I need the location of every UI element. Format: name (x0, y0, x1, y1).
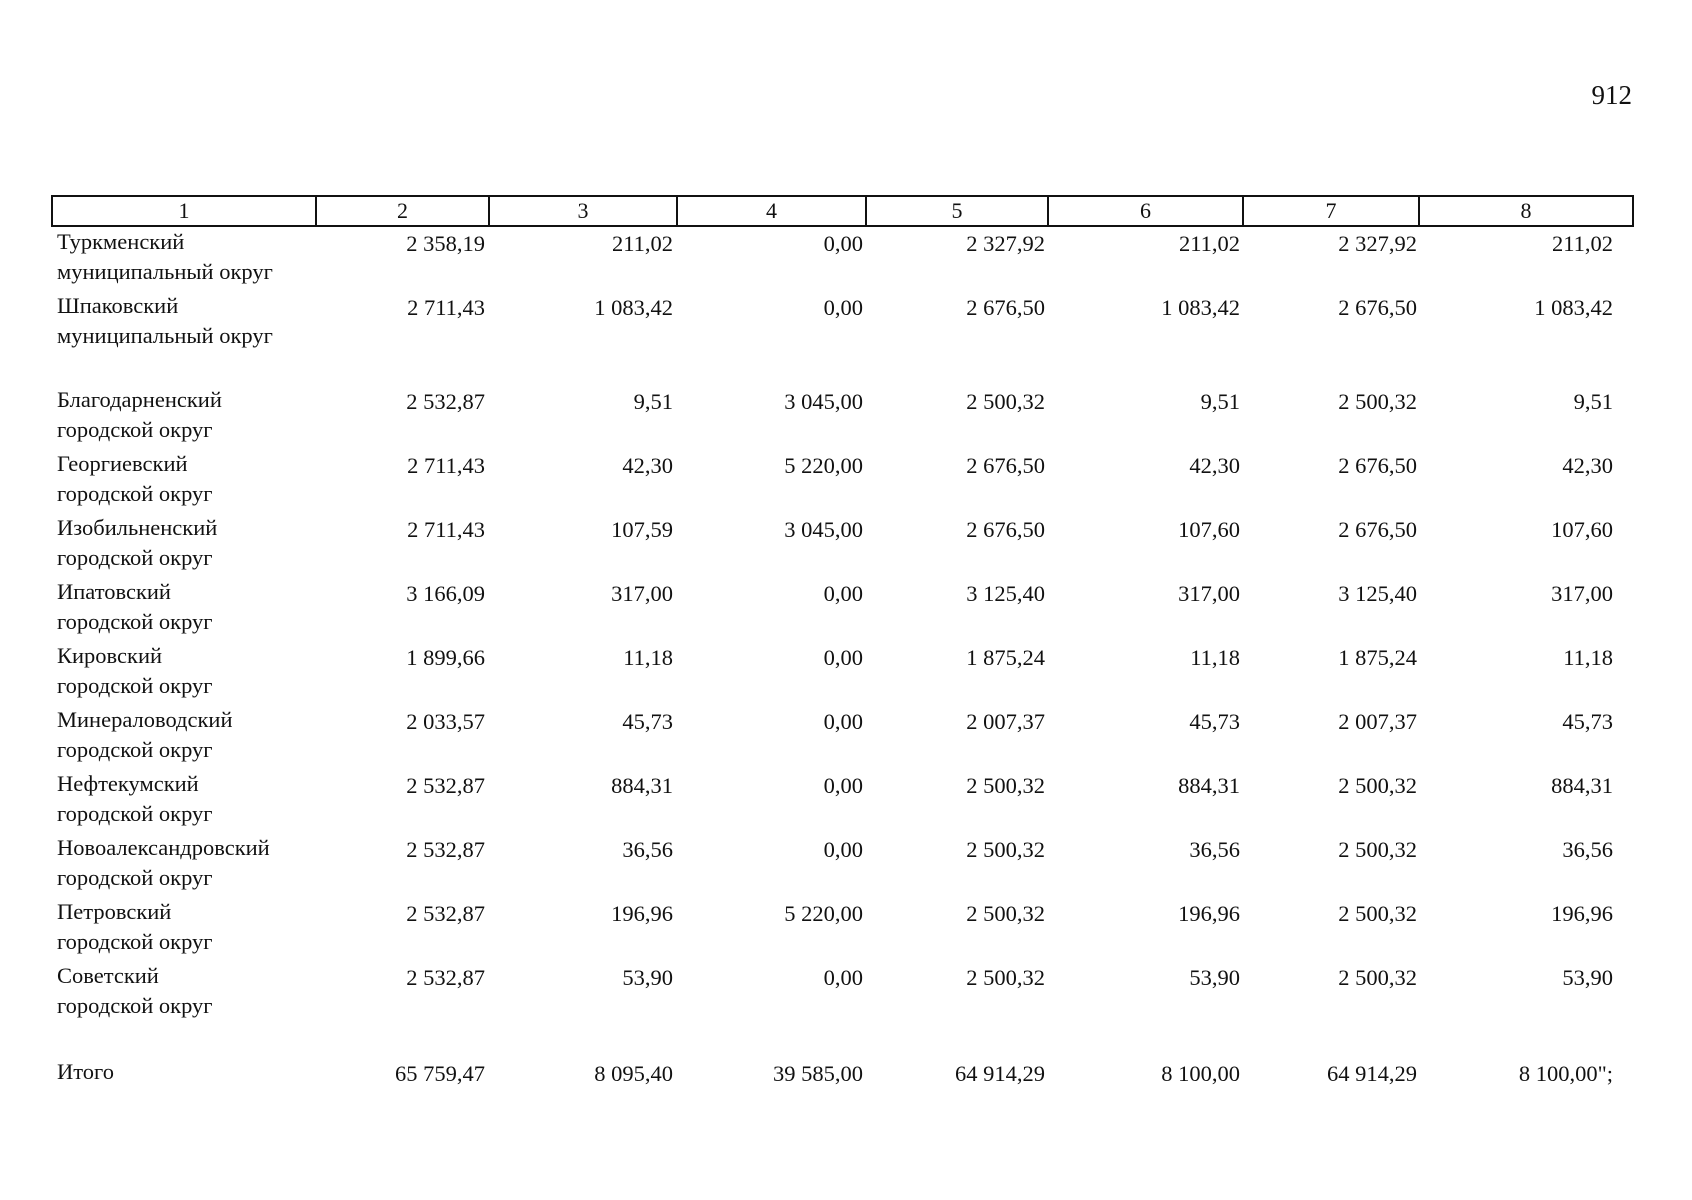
column-header-6: 6 (1048, 196, 1243, 226)
total-value-cell: 8 100,00 (1161, 1061, 1240, 1086)
value-cell: 53,90 (622, 965, 673, 990)
table-row (52, 577, 1633, 641)
value-cell: 36,56 (622, 837, 673, 862)
value-cell: 2 500,32 (1338, 965, 1417, 990)
value-cell: 196,96 (611, 901, 673, 926)
value-cell: 36,56 (1189, 837, 1240, 862)
value-cell: 9,51 (633, 389, 673, 414)
district-name-cell (52, 769, 316, 833)
total-value-cell: 8 100,00"; (1518, 1061, 1613, 1086)
total-value-cell: 8 095,40 (594, 1061, 673, 1086)
value-cell: 2 676,50 (966, 517, 1045, 542)
table-row (52, 291, 1633, 385)
table-body (52, 226, 1633, 1099)
value-cell: 9,51 (1573, 389, 1613, 414)
total-value-cell: 64 914,29 (1327, 1061, 1417, 1086)
value-cell: 211,02 (611, 231, 673, 256)
district-name-cell (52, 226, 316, 291)
district-type: муниципальный округ (57, 259, 273, 284)
district-name-cell (52, 705, 316, 769)
value-cell: 884,31 (1551, 773, 1613, 798)
district-type: муниципальный округ (57, 323, 273, 348)
value-cell: 1 875,24 (1338, 645, 1417, 670)
value-cell: 2 500,32 (966, 837, 1045, 862)
column-number-header-row (52, 196, 1633, 226)
value-cell: 3 045,00 (784, 517, 863, 542)
value-cell: 1 875,24 (966, 645, 1045, 670)
column-header-5: 5 (866, 196, 1048, 226)
district-type: городской округ (57, 993, 213, 1018)
value-cell: 2 033,57 (406, 709, 485, 734)
value-cell: 107,60 (1551, 517, 1613, 542)
value-cell: 0,00 (823, 645, 863, 670)
value-cell: 2 500,32 (1338, 773, 1417, 798)
value-cell: 1 899,66 (406, 645, 485, 670)
value-cell: 0,00 (823, 709, 863, 734)
district-name: Ипатовский (57, 579, 171, 604)
district-name: Кировский (57, 643, 163, 668)
value-cell: 0,00 (823, 581, 863, 606)
value-cell: 107,59 (611, 517, 673, 542)
value-cell: 11,18 (1563, 645, 1613, 670)
value-cell: 42,30 (1562, 453, 1613, 478)
district-type: городской округ (57, 417, 213, 442)
value-cell: 2 676,50 (1338, 453, 1417, 478)
value-cell: 2 007,37 (966, 709, 1045, 734)
value-cell: 36,56 (1562, 837, 1613, 862)
value-cell: 53,90 (1189, 965, 1240, 990)
value-cell: 196,96 (1551, 901, 1613, 926)
table-row (52, 385, 1633, 449)
district-type: городской округ (57, 609, 213, 634)
value-cell: 3 125,40 (966, 581, 1045, 606)
table-row (52, 641, 1633, 705)
value-cell: 0,00 (823, 837, 863, 862)
value-cell: 2 500,32 (966, 389, 1045, 414)
value-cell: 11,18 (1190, 645, 1240, 670)
district-name: Туркменский (57, 229, 185, 254)
column-header-2: 2 (316, 196, 489, 226)
value-cell: 45,73 (622, 709, 673, 734)
value-cell: 884,31 (1178, 773, 1240, 798)
value-cell: 3 045,00 (784, 389, 863, 414)
value-cell: 5 220,00 (784, 901, 863, 926)
total-value-cell: 39 585,00 (773, 1061, 863, 1086)
value-cell: 2 532,87 (406, 901, 485, 926)
budget-table (51, 195, 1634, 1099)
value-cell: 0,00 (823, 295, 863, 320)
table-row (52, 449, 1633, 513)
table-row (52, 705, 1633, 769)
district-name: Нефтекумский (57, 771, 199, 796)
district-name-cell (52, 897, 316, 961)
value-cell: 884,31 (611, 773, 673, 798)
table-row (52, 961, 1633, 1055)
value-cell: 2 676,50 (1338, 295, 1417, 320)
value-cell: 2 327,92 (1338, 231, 1417, 256)
column-header-1: 1 (52, 196, 316, 226)
value-cell: 1 083,42 (1534, 295, 1613, 320)
value-cell: 2 676,50 (966, 295, 1045, 320)
value-cell: 107,60 (1178, 517, 1240, 542)
district-name-cell (52, 291, 316, 385)
value-cell: 2 358,19 (406, 231, 485, 256)
page-number: 912 (1591, 80, 1632, 110)
district-type: городской округ (57, 865, 213, 890)
value-cell: 2 676,50 (966, 453, 1045, 478)
value-cell: 2 711,43 (407, 453, 485, 478)
value-cell: 196,96 (1178, 901, 1240, 926)
value-cell: 317,00 (1178, 581, 1240, 606)
value-cell: 2 500,32 (1338, 389, 1417, 414)
value-cell: 3 166,09 (406, 581, 485, 606)
value-cell: 317,00 (1551, 581, 1613, 606)
value-cell: 3 125,40 (1338, 581, 1417, 606)
value-cell: 1 083,42 (1161, 295, 1240, 320)
district-name: Шпаковский (57, 293, 179, 318)
value-cell: 11,18 (623, 645, 673, 670)
district-name-cell (52, 833, 316, 897)
district-type: городской округ (57, 545, 213, 570)
district-name-cell (52, 385, 316, 449)
value-cell: 1 083,42 (594, 295, 673, 320)
column-header-8: 8 (1419, 196, 1633, 226)
district-name-cell (52, 641, 316, 705)
value-cell: 2 500,32 (1338, 837, 1417, 862)
district-type: городской округ (57, 481, 213, 506)
value-cell: 2 532,87 (406, 389, 485, 414)
value-cell: 2 532,87 (406, 773, 485, 798)
value-cell: 45,73 (1189, 709, 1240, 734)
value-cell: 2 532,87 (406, 837, 485, 862)
total-value-cell: 65 759,47 (395, 1061, 485, 1086)
value-cell: 0,00 (823, 773, 863, 798)
total-label: Итого (57, 1059, 114, 1084)
value-cell: 45,73 (1562, 709, 1613, 734)
total-value-cell: 64 914,29 (955, 1061, 1045, 1086)
column-header-3: 3 (489, 196, 677, 226)
value-cell: 5 220,00 (784, 453, 863, 478)
district-type: городской округ (57, 673, 213, 698)
value-cell: 2 007,37 (1338, 709, 1417, 734)
district-type: городской округ (57, 737, 213, 762)
district-name-cell (52, 513, 316, 577)
value-cell: 2 532,87 (406, 965, 485, 990)
value-cell: 2 711,43 (407, 295, 485, 320)
table-row (52, 769, 1633, 833)
value-cell: 42,30 (1189, 453, 1240, 478)
column-header-4: 4 (677, 196, 866, 226)
value-cell: 2 711,43 (407, 517, 485, 542)
total-row (52, 1055, 1633, 1099)
value-cell: 2 676,50 (1338, 517, 1417, 542)
value-cell: 42,30 (622, 453, 673, 478)
value-cell: 2 500,32 (966, 965, 1045, 990)
value-cell: 211,02 (1178, 231, 1240, 256)
value-cell: 53,90 (1562, 965, 1613, 990)
value-cell: 0,00 (823, 965, 863, 990)
district-name: Советский (57, 963, 159, 988)
district-name-cell (52, 961, 316, 1055)
value-cell: 2 500,32 (1338, 901, 1417, 926)
value-cell: 211,02 (1551, 231, 1613, 256)
table-row (52, 833, 1633, 897)
value-cell: 9,51 (1200, 389, 1240, 414)
district-name-cell (52, 577, 316, 641)
district-type: городской округ (57, 929, 213, 954)
district-name: Изобильненский (57, 515, 218, 540)
district-name: Георгиевский (57, 451, 188, 476)
district-name: Новоалександровский (57, 835, 270, 860)
column-header-7: 7 (1243, 196, 1419, 226)
district-name-cell (52, 449, 316, 513)
district-name: Минераловодский (57, 707, 233, 732)
value-cell: 2 327,92 (966, 231, 1045, 256)
district-name: Петровский (57, 899, 172, 924)
value-cell: 317,00 (611, 581, 673, 606)
value-cell: 0,00 (823, 231, 863, 256)
value-cell: 2 500,32 (966, 901, 1045, 926)
table-row (52, 897, 1633, 961)
table-row (52, 226, 1633, 291)
table-row (52, 513, 1633, 577)
district-name: Благодарненский (57, 387, 222, 412)
value-cell: 2 500,32 (966, 773, 1045, 798)
district-type: городской округ (57, 801, 213, 826)
